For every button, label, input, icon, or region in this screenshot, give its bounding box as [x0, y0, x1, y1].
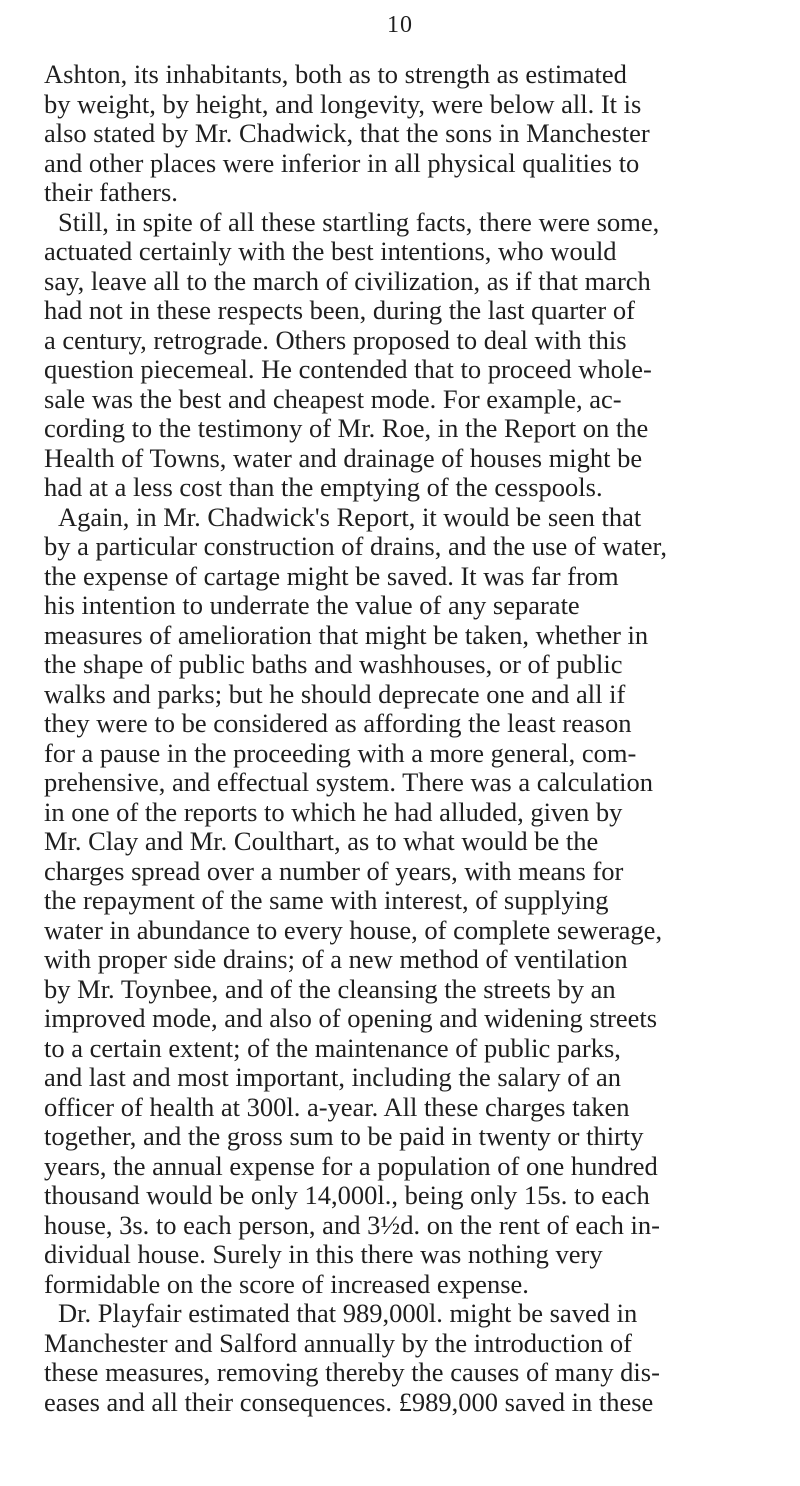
text-line: also stated by Mr. Chadwick, that the sons in Manchester — [44, 119, 650, 148]
text-line: Manchester and Salford annually by the introduction of — [44, 1328, 632, 1358]
text-line: had at a less cost than the emptying of the cesspools. — [44, 473, 603, 502]
text-line: by Mr. Toynbee, and of the cleansing the streets by an — [44, 974, 616, 1004]
text-line: their fathers. — [44, 178, 178, 207]
text-line: Again, in Mr. Chadwick's Report, it would be seen that — [58, 502, 642, 532]
text-line: Mr. Clay and Mr. Coulthart, as to what would be the — [44, 827, 599, 856]
text-line: say, leave all to the march of civilization, as if that march — [44, 266, 651, 296]
text-line: cording to the testimony of Mr. Roe, in the Report on the — [44, 414, 649, 443]
text-line: dividual house. Surely in this there was nothing very — [44, 1240, 603, 1269]
text-line: question piecemeal. He contended that to proceed whole- — [44, 355, 652, 384]
paragraph-1 — [44, 60, 764, 208]
text-line: house, 3s. to each person, and 3½d. on the rent of each in- — [44, 1210, 660, 1240]
text-line: to a certain extent; of the maintenance of public parks, — [44, 1033, 621, 1063]
text-line: and other places were inferior in all physical qualities to — [44, 148, 640, 178]
text-line: together, and the gross sum to be paid in twenty or thirty — [44, 1122, 644, 1151]
text-line: the shape of public baths and washhouses, or of public — [44, 650, 623, 679]
text-line: Ashton, its inhabitants, both as to strength as estimated — [44, 60, 627, 89]
text-line: by weight, by height, and longevity, were below all. It is — [44, 89, 642, 119]
text-line: Still, in spite of all these startling facts, there were some, — [58, 207, 660, 237]
text-line: thousand would be only 14,000l., being only 15s. to each — [44, 1181, 650, 1210]
text-line: the expense of cartage might be saved. It was far from — [44, 561, 619, 591]
paragraph-4 — [44, 1299, 764, 1417]
text-line: measures of amelioration that might be taken, whether in — [44, 620, 649, 650]
text-line: prehensive, and effectual system. There was a calculation — [44, 768, 654, 797]
text-line: charges spread over a number of years, with means for — [44, 856, 624, 886]
text-line: improved mode, and also of opening and widening streets — [44, 1004, 658, 1033]
paragraph-2 — [44, 208, 764, 503]
text-line: with proper side drains; of a new method of ventilation — [44, 945, 628, 974]
text-line: eases and all their consequences. £989,000 saved in these — [44, 1387, 654, 1417]
text-line: they were to be considered as affording the least reason — [44, 709, 632, 738]
text-line: for a pause in the proceeding with a more general, com- — [44, 738, 637, 768]
text-line: sale was the best and cheapest mode. For example, ac- — [44, 384, 622, 414]
text-line: actuated certainly with the best intentions, who would — [44, 237, 617, 266]
text-line: Health of Towns, water and drainage of houses might be — [44, 443, 643, 473]
text-line: water in abundance to every house, of complete sewerage, — [44, 915, 663, 945]
text-line: Dr. Playfair estimated that 989,000l. might be saved in — [58, 1299, 638, 1328]
text-line: had not in these respects been, during the last quarter of — [44, 296, 635, 325]
text-line: the repayment of the same with interest, of supplying — [44, 886, 609, 915]
text-line: these measures, removing thereby the causes of many dis- — [44, 1358, 660, 1387]
page-number: 10 — [387, 12, 413, 38]
text-line: by a particular construction of drains, and the use of water, — [44, 532, 667, 561]
text-line: in one of the reports to which he had alluded, given by — [44, 797, 623, 827]
text-line: a century, retrograde. Others proposed to deal with this — [44, 325, 627, 355]
text-line: walks and parks; but he should deprecate one and all if — [44, 679, 626, 709]
body-text — [44, 60, 764, 1417]
text-line: and last and most important, including the salary of an — [44, 1063, 621, 1092]
text-line: formidable on the score of increased expense. — [44, 1269, 529, 1299]
text-line: his intention to underrate the value of any separate — [44, 591, 580, 620]
text-line: officer of health at 300l. a-year. All these charges taken — [44, 1092, 630, 1122]
text-line: years, the annual expense for a population of one hundred — [44, 1151, 658, 1181]
paragraph-3 — [44, 503, 764, 1300]
